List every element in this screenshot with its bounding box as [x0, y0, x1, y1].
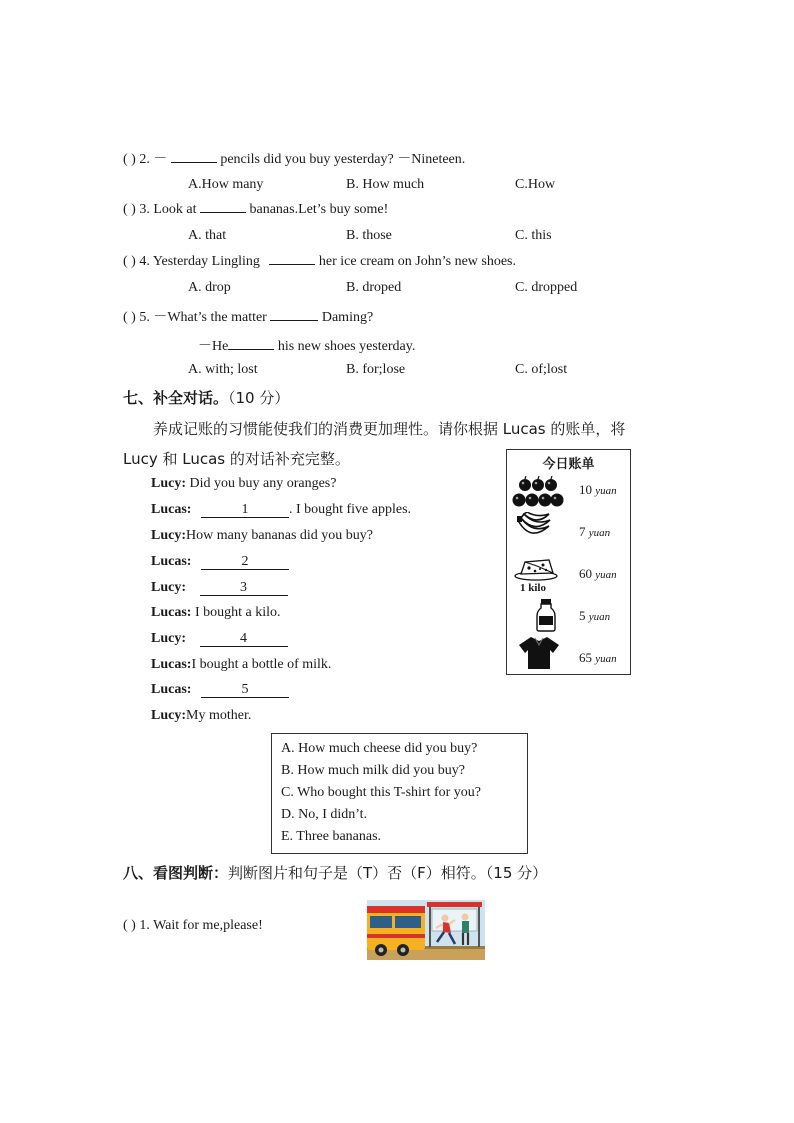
- option-a[interactable]: A. drop: [188, 280, 231, 295]
- dialogue-line: Lucy: 4: [151, 631, 288, 647]
- option-b[interactable]: B. for;lose: [346, 362, 406, 377]
- section-7-intro-line-1: 养成记账的习惯能使我们的消费更加理性。请你根据 Lucas 的账单，将: [153, 420, 626, 438]
- bus-stop-running-icon: [367, 900, 485, 960]
- section-8-item-1: ( ) 1. Wait for me,please!: [123, 918, 263, 933]
- section-7-intro-line-2: Lucy 和 Lucas 的对话补充完整。: [123, 450, 350, 468]
- option-c[interactable]: C.How: [515, 177, 556, 192]
- kilo-label: 1 kilo: [520, 582, 546, 594]
- option-b[interactable]: B. those: [346, 228, 392, 243]
- dialogue-choices-box: [271, 733, 528, 854]
- price-cheese: 60 yuan: [579, 566, 617, 581]
- apples-icon: [511, 476, 565, 510]
- price-apples: 10 yuan: [579, 482, 617, 497]
- dialogue-line: Lucas: 1 . I bought five apples.: [151, 502, 412, 517]
- price-t-shirt: 65 yuan: [579, 650, 617, 665]
- dialogue-blank-1[interactable]: 1: [201, 503, 289, 518]
- answer-blank[interactable]: [269, 264, 315, 265]
- option-c[interactable]: C. this: [515, 228, 552, 243]
- option-c[interactable]: C. dropped: [515, 280, 578, 295]
- dialogue-line: Lucy:My mother.: [151, 708, 252, 723]
- question-3: ( ) 3. Look at bananas.Let’s buy some!: [123, 202, 389, 217]
- t-shirt-icon: [517, 635, 561, 671]
- question-2: ( ) 2. － pencils did you buy yesterday? －Nineteen.: [123, 152, 466, 167]
- dialogue-line: Lucy: 3: [151, 580, 288, 596]
- option-b[interactable]: B. How much: [346, 177, 425, 192]
- answer-blank[interactable]: [200, 212, 246, 213]
- dialogue-line: Lucas: 2: [151, 554, 289, 570]
- choice-e[interactable]: E. Three bananas.: [281, 829, 382, 844]
- answer-bracket[interactable]: ( ): [123, 254, 136, 269]
- choice-d[interactable]: D. No, I didn’t.: [281, 807, 368, 822]
- choice-b[interactable]: B. How much milk did you buy?: [281, 763, 465, 778]
- section-7-heading: 七、补全对话。（10 分）: [123, 389, 290, 407]
- section-8-heading: 八、看图判断：判断图片和句子是（T）否（F）相符。（15 分）: [123, 864, 548, 882]
- dialogue-line: Lucy:How many bananas did you buy?: [151, 528, 374, 543]
- dialogue-blank-3[interactable]: 3: [200, 581, 288, 596]
- bananas-icon: [515, 512, 553, 542]
- dialogue-blank-5[interactable]: 5: [201, 683, 289, 698]
- option-a[interactable]: A.How many: [188, 177, 264, 192]
- answer-blank[interactable]: [228, 349, 274, 350]
- question-4: ( ) 4. Yesterday Lingling her ice cream on John’s new shoes.: [123, 254, 516, 269]
- option-a[interactable]: A. that: [188, 228, 227, 243]
- cheese-icon: [513, 557, 559, 581]
- choice-c[interactable]: C. Who bought this T-shirt for you?: [281, 785, 482, 800]
- option-c[interactable]: C. of;lost: [515, 362, 568, 377]
- answer-blank[interactable]: [171, 162, 217, 163]
- receipt-title: 今日账单: [542, 457, 595, 472]
- dialogue-blank-4[interactable]: 4: [200, 632, 288, 647]
- answer-bracket[interactable]: ( ): [123, 202, 136, 217]
- price-bananas: 7 yuan: [579, 524, 611, 539]
- receipt-box: [506, 449, 631, 675]
- dialogue-line: Lucas: 5: [151, 682, 289, 698]
- milk-bottle-icon: [535, 598, 557, 632]
- answer-bracket[interactable]: ( ): [123, 310, 136, 325]
- answer-blank[interactable]: [270, 320, 318, 321]
- choice-a[interactable]: A. How much cheese did you buy?: [281, 741, 478, 756]
- question-5: ( ) 5. －What’s the matter Daming?: [123, 310, 374, 325]
- answer-bracket[interactable]: ( ): [123, 918, 136, 933]
- dialogue-line: Lucy: Did you buy any oranges?: [151, 476, 337, 491]
- dialogue-blank-2[interactable]: 2: [201, 555, 289, 570]
- question-5-line-2: －He his new shoes yesterday.: [198, 339, 416, 354]
- option-a[interactable]: A. with; lost: [188, 362, 258, 377]
- dialogue-line: Lucas: I bought a kilo.: [151, 605, 281, 620]
- price-milk: 5 yuan: [579, 608, 611, 623]
- answer-bracket[interactable]: ( ): [123, 152, 136, 167]
- option-b[interactable]: B. droped: [346, 280, 402, 295]
- dialogue-line: Lucas:I bought a bottle of milk.: [151, 657, 332, 672]
